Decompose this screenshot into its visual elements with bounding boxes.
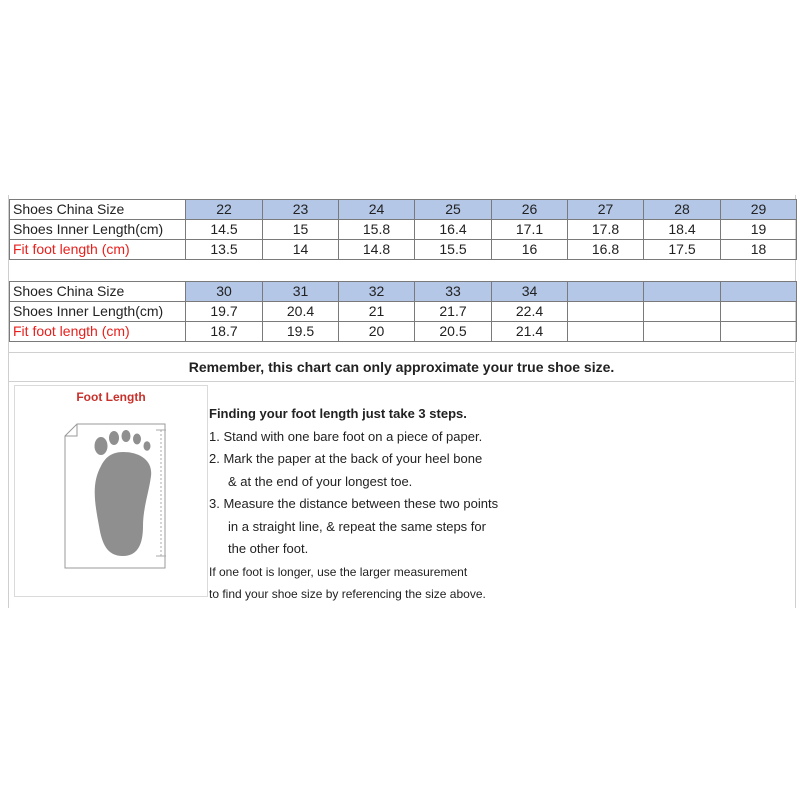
size-cell: 24 (339, 200, 415, 220)
fit-length-row (10, 322, 797, 342)
inner-length-row (10, 220, 797, 240)
measurement-instructions (209, 403, 769, 605)
inner-length-cell: 18.4 (644, 220, 721, 240)
inner-length-cell (644, 302, 721, 322)
inner-length-cell: 17.8 (568, 220, 644, 240)
fit-length-cell: 17.5 (644, 240, 721, 260)
size-table-2 (9, 281, 797, 342)
fit-length-cell: 14 (263, 240, 339, 260)
inner-length-cell (721, 302, 797, 322)
inner-length-cell: 15.8 (339, 220, 415, 240)
inner-length-label: Shoes Inner Length(cm) (10, 302, 186, 322)
size-table-1 (9, 199, 797, 260)
fit-length-cell: 20 (339, 322, 415, 342)
fit-length-cell: 18 (721, 240, 797, 260)
instruction-note-1: If one foot is longer, use the larger measurement (209, 564, 468, 579)
fit-length-cell (568, 322, 644, 342)
inner-length-cell: 14.5 (186, 220, 263, 240)
size-cell: 30 (186, 282, 263, 302)
size-cell (568, 282, 644, 302)
china-size-label: Shoes China Size (10, 200, 186, 220)
china-size-label: Shoes China Size (10, 282, 186, 302)
fit-length-cell: 14.8 (339, 240, 415, 260)
inner-length-cell: 15 (263, 220, 339, 240)
inner-length-cell: 21.7 (415, 302, 492, 322)
fit-length-cell (721, 322, 797, 342)
fit-length-cell (644, 322, 721, 342)
instruction-step-2: 2. Mark the paper at the back of your heel bone (209, 451, 483, 466)
size-cell: 28 (644, 200, 721, 220)
inner-length-cell: 16.4 (415, 220, 492, 240)
fit-length-cell: 18.7 (186, 322, 263, 342)
size-cell: 32 (339, 282, 415, 302)
size-cell: 31 (263, 282, 339, 302)
size-cell: 33 (415, 282, 492, 302)
size-cell (721, 282, 797, 302)
inner-length-cell: 20.4 (263, 302, 339, 322)
inner-length-cell: 19 (721, 220, 797, 240)
foot-outline-icon (15, 386, 207, 596)
size-cell: 34 (492, 282, 568, 302)
size-cell: 29 (721, 200, 797, 220)
size-cell: 26 (492, 200, 568, 220)
instruction-step-1: 1. Stand with one bare foot on a piece of paper. (209, 428, 483, 444)
instruction-step-3-cont: in a straight line, & repeat the same steps for (228, 518, 486, 534)
inner-length-cell: 17.1 (492, 220, 568, 240)
size-cell: 22 (186, 200, 263, 220)
foot-length-title: Foot Length (76, 390, 146, 404)
size-cell: 27 (568, 200, 644, 220)
fit-length-label: Fit foot length (cm) (10, 240, 186, 260)
fit-length-cell: 16 (492, 240, 568, 260)
fit-length-cell: 13.5 (186, 240, 263, 260)
size-cell: 23 (263, 200, 339, 220)
instruction-step-3-end: the other foot. (228, 541, 309, 556)
inner-length-cell (568, 302, 644, 322)
instructions-heading: Finding your foot length just take 3 steps. (209, 406, 467, 421)
fit-length-label: Fit foot length (cm) (10, 322, 186, 342)
instruction-step-2-cont: & at the end of your longest toe. (228, 473, 413, 489)
china-size-row (10, 200, 797, 220)
fit-length-row (10, 240, 797, 260)
size-cell: 25 (415, 200, 492, 220)
fit-length-cell: 16.8 (568, 240, 644, 260)
inner-length-label: Shoes Inner Length(cm) (10, 220, 186, 240)
size-cell (644, 282, 721, 302)
inner-length-cell: 19.7 (186, 302, 263, 322)
inner-length-cell: 21 (339, 302, 415, 322)
approximation-note: Remember, this chart can only approximate your true shoe size. (9, 352, 794, 382)
inner-length-row (10, 302, 797, 322)
inner-length-cell: 22.4 (492, 302, 568, 322)
china-size-row (10, 282, 797, 302)
fit-length-cell: 19.5 (263, 322, 339, 342)
foot-length-illustration (14, 385, 208, 597)
fit-length-cell: 21.4 (492, 322, 568, 342)
instruction-step-3: 3. Measure the distance between these two points (209, 496, 499, 511)
fit-length-cell: 15.5 (415, 240, 492, 260)
instruction-note-2: to find your shoe size by referencing the size above. (209, 586, 486, 601)
fit-length-cell: 20.5 (415, 322, 492, 342)
